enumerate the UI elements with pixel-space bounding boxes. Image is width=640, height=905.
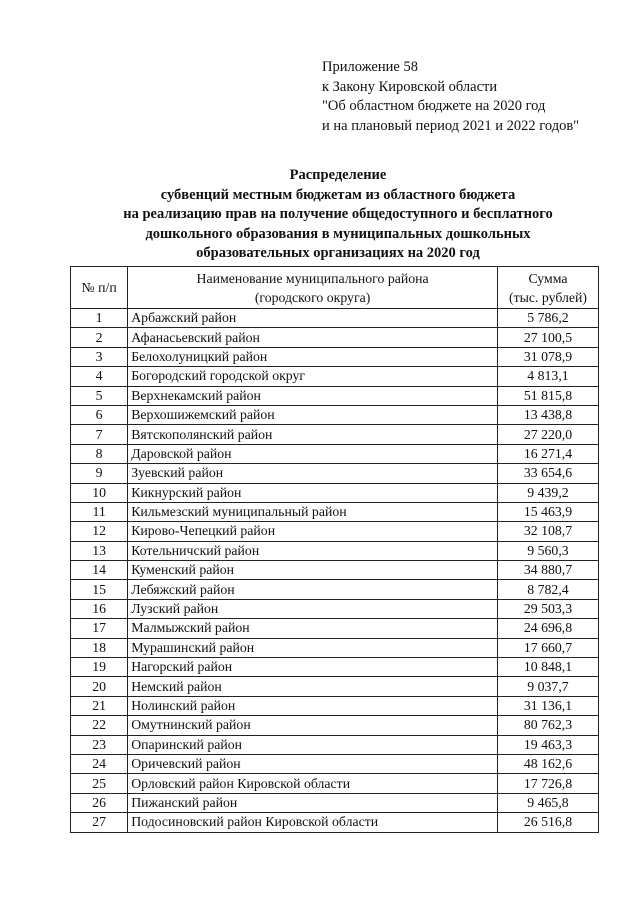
- header-sum: [497, 267, 598, 309]
- row-sum: 26 516,8: [497, 813, 598, 832]
- row-num: 19: [71, 658, 128, 677]
- row-sum: 9 560,3: [497, 541, 598, 560]
- row-name: Кирово-Чепецкий район: [128, 522, 498, 541]
- row-num: 22: [71, 716, 128, 735]
- table-row: [71, 774, 599, 793]
- row-name: Пижанский район: [128, 793, 498, 812]
- appendix-header: [322, 58, 579, 136]
- table-row: [71, 696, 599, 715]
- table-row: [71, 541, 599, 560]
- row-name: Нагорский район: [128, 658, 498, 677]
- appendix-line-2: к Закону Кировской области: [322, 78, 498, 95]
- row-name: Зуевский район: [128, 464, 498, 483]
- table-row: [71, 483, 599, 502]
- row-num: 21: [71, 696, 128, 715]
- table-row: [71, 367, 599, 386]
- row-sum: 33 654,6: [497, 464, 598, 483]
- row-sum: 9 439,2: [497, 483, 598, 502]
- row-sum: 5 786,2: [497, 309, 598, 328]
- table-row: [71, 464, 599, 483]
- table-row: [71, 754, 599, 773]
- row-num: 25: [71, 774, 128, 793]
- row-num: 17: [71, 619, 128, 638]
- table-row: [71, 425, 599, 444]
- title-line-1: Распределение: [289, 167, 387, 183]
- row-sum: 31 136,1: [497, 696, 598, 715]
- row-num: 5: [71, 386, 128, 405]
- table-row: [71, 793, 599, 812]
- row-num: 12: [71, 522, 128, 541]
- header-sum-line-1: Сумма: [528, 270, 568, 286]
- table-row: [71, 386, 599, 405]
- row-num: 18: [71, 638, 128, 657]
- row-name: Мурашинский район: [128, 638, 498, 657]
- row-num: 2: [71, 328, 128, 347]
- row-sum: 48 162,6: [497, 754, 598, 773]
- table-row: [71, 677, 599, 696]
- row-num: 13: [71, 541, 128, 560]
- table-row: [71, 716, 599, 735]
- row-sum: 27 220,0: [497, 425, 598, 444]
- row-name: Афанасьевский район: [128, 328, 498, 347]
- title-line-2: субвенций местным бюджетам из областного бюджета: [160, 186, 516, 203]
- row-sum: 13 438,8: [497, 405, 598, 424]
- row-num: 27: [71, 813, 128, 832]
- table-row: [71, 309, 599, 328]
- row-num: 20: [71, 677, 128, 696]
- row-num: 16: [71, 599, 128, 618]
- row-sum: 24 696,8: [497, 619, 598, 638]
- distribution-table: [70, 266, 599, 833]
- row-sum: 9 465,8: [497, 793, 598, 812]
- table-row: [71, 405, 599, 424]
- row-sum: 51 815,8: [497, 386, 598, 405]
- row-sum: 80 762,3: [497, 716, 598, 735]
- table-row: [71, 813, 599, 832]
- table-row: [71, 599, 599, 618]
- row-sum: 15 463,9: [497, 502, 598, 521]
- row-name: Арбажский район: [128, 309, 498, 328]
- row-num: 11: [71, 502, 128, 521]
- row-name: Кикнурский район: [128, 483, 498, 502]
- row-name: Кильмезский муниципальный район: [128, 502, 498, 521]
- table-row: [71, 328, 599, 347]
- row-name: Оричевский район: [128, 754, 498, 773]
- row-sum: 27 100,5: [497, 328, 598, 347]
- title-line-5: образовательных организациях на 2020 год: [196, 245, 480, 261]
- table-header-row: [71, 267, 599, 309]
- row-name: Лузский район: [128, 599, 498, 618]
- row-sum: 19 463,3: [497, 735, 598, 754]
- header-sum-line-2: (тыс. рублей): [508, 289, 587, 305]
- row-name: Опаринский район: [128, 735, 498, 754]
- table-row: [71, 561, 599, 580]
- row-num: 15: [71, 580, 128, 599]
- row-num: 1: [71, 309, 128, 328]
- row-num: 9: [71, 464, 128, 483]
- table-row: [71, 347, 599, 366]
- appendix-line-4: и на плановый период 2021 и 2022 годов": [322, 117, 580, 134]
- row-name: Малмыжский район: [128, 619, 498, 638]
- row-name: Котельничский район: [128, 541, 498, 560]
- table-row: [71, 502, 599, 521]
- row-name: Даровской район: [128, 444, 498, 463]
- row-num: 7: [71, 425, 128, 444]
- table-row: [71, 658, 599, 677]
- header-num: № п/п: [71, 267, 128, 309]
- row-sum: 32 108,7: [497, 522, 598, 541]
- table-row: [71, 638, 599, 657]
- row-num: 6: [71, 405, 128, 424]
- table-row: [71, 619, 599, 638]
- row-sum: 9 037,7: [497, 677, 598, 696]
- row-name: Вятскополянский район: [128, 425, 498, 444]
- title-line-3: на реализацию прав на получение общедоступного и бесплатного: [123, 206, 553, 222]
- row-name: Орловский район Кировской области: [128, 774, 498, 793]
- row-sum: 29 503,3: [497, 599, 598, 618]
- row-sum: 10 848,1: [497, 658, 598, 677]
- header-name: [128, 267, 498, 309]
- header-name-line-2: (городского округа): [254, 289, 371, 305]
- table-row: [71, 522, 599, 541]
- row-name: Богородский городской округ: [128, 367, 498, 386]
- row-name: Немский район: [128, 677, 498, 696]
- row-sum: 8 782,4: [497, 580, 598, 599]
- row-sum: 4 813,1: [497, 367, 598, 386]
- row-name: Омутнинский район: [128, 716, 498, 735]
- header-name-line-1: Наименование муниципального района: [196, 270, 429, 286]
- row-num: 10: [71, 483, 128, 502]
- document-title: [60, 166, 616, 264]
- title-line-4: дошкольного образования в муниципальных дошкольных: [145, 225, 531, 242]
- row-num: 3: [71, 347, 128, 366]
- appendix-line-1: Приложение 58: [322, 59, 418, 75]
- table-row: [71, 580, 599, 599]
- table-row: [71, 444, 599, 463]
- table-row: [71, 735, 599, 754]
- row-num: 14: [71, 561, 128, 580]
- row-sum: 17 726,8: [497, 774, 598, 793]
- row-name: Лебяжский район: [128, 580, 498, 599]
- table-body: [71, 309, 599, 833]
- row-num: 24: [71, 754, 128, 773]
- row-num: 23: [71, 735, 128, 754]
- row-sum: 16 271,4: [497, 444, 598, 463]
- row-num: 4: [71, 367, 128, 386]
- row-name: Подосиновский район Кировской области: [128, 813, 498, 832]
- row-name: Белохолуницкий район: [128, 347, 498, 366]
- row-sum: 34 880,7: [497, 561, 598, 580]
- row-name: Верхнекамский район: [128, 386, 498, 405]
- row-name: Нолинский район: [128, 696, 498, 715]
- row-sum: 17 660,7: [497, 638, 598, 657]
- row-sum: 31 078,9: [497, 347, 598, 366]
- appendix-line-3: "Об областном бюджете на 2020 год: [322, 98, 546, 114]
- row-name: Куменский район: [128, 561, 498, 580]
- row-num: 8: [71, 444, 128, 463]
- row-name: Верхошижемский район: [128, 405, 498, 424]
- row-num: 26: [71, 793, 128, 812]
